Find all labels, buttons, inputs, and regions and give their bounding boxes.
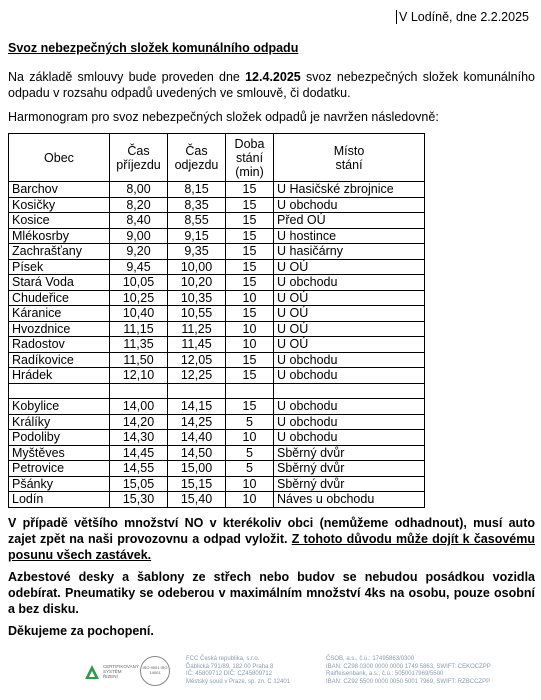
cell-departure: 8,35 (168, 197, 226, 213)
cell-duration: 10 (226, 476, 274, 492)
company-line: FCC Česká republika, s.r.o. (186, 656, 260, 662)
cell-duration: 10 (226, 492, 274, 508)
note-capacity (8, 515, 535, 563)
cell-place: Náves u obchodu (274, 492, 425, 508)
cell-departure: 14,50 (168, 445, 226, 461)
cell-departure: 11,45 (168, 337, 226, 353)
table-row (9, 352, 425, 368)
cell-duration: 15 (226, 182, 274, 198)
cell-obec: Podoliby (9, 430, 110, 446)
note-thanks: Děkujeme za pochopení. (8, 624, 154, 638)
note-capacity-text: V případě většího množství NO v kterékoliv obci (nemůžeme odhadnout), musí auto zajet zpět na naši provozovnu a odpad vyložit. (8, 516, 535, 546)
cell-place: U OÚ (274, 337, 425, 353)
table-row (9, 228, 425, 244)
cell-arrival: 9,00 (110, 228, 168, 244)
cell-departure: 12,05 (168, 352, 226, 368)
cell-duration: 15 (226, 197, 274, 213)
cell-duration: 15 (226, 306, 274, 322)
table-row (9, 197, 425, 213)
cell-departure: 10,20 (168, 275, 226, 291)
cell-departure (168, 383, 226, 399)
schedule-intro: Harmonogram pro svoz nebezpečných složek odpadů je navržen následovně: (8, 110, 439, 124)
cell-duration: 5 (226, 445, 274, 461)
date-line (396, 10, 529, 24)
cell-obec: Stará Voda (9, 275, 110, 291)
table-row (9, 368, 425, 384)
cell-arrival: 12,10 (110, 368, 168, 384)
cell-arrival: 9,20 (110, 244, 168, 260)
cell-place: U hasičárny (274, 244, 425, 260)
cell-obec: Barchov (9, 182, 110, 198)
cell-place: U obchodu (274, 352, 425, 368)
schedule-table (8, 133, 425, 508)
header-duration: Doba stání (min) (226, 134, 274, 182)
cell-departure: 9,35 (168, 244, 226, 260)
footer (0, 650, 527, 694)
table-row (9, 275, 425, 291)
cell-departure: 11,25 (168, 321, 226, 337)
cell-obec: Kosičky (9, 197, 110, 213)
header-departure: Čas odjezdu (168, 134, 226, 182)
cell-obec: Radíkovice (9, 352, 110, 368)
cell-duration: 5 (226, 461, 274, 477)
cell-duration: 10 (226, 430, 274, 446)
cell-obec: Kosice (9, 213, 110, 229)
cell-arrival: 8,20 (110, 197, 168, 213)
cell-place: Sběrný dvůr (274, 476, 425, 492)
cell-arrival: 14,45 (110, 445, 168, 461)
cell-arrival: 11,50 (110, 352, 168, 368)
cell-departure: 12,25 (168, 368, 226, 384)
cell-place: U obchodu (274, 368, 425, 384)
cell-duration: 15 (226, 399, 274, 415)
date-line-text: V Lodíně, dne 2.2.2025 (399, 10, 529, 24)
note-capacity-underlined: Z tohoto důvodu může dojít k časovému posunu všech zastávek. (8, 532, 535, 562)
table-row (9, 476, 425, 492)
table-row (9, 244, 425, 260)
cell-duration: 10 (226, 337, 274, 353)
table-row (9, 430, 425, 446)
cell-duration: 5 (226, 414, 274, 430)
cell-departure: 15,15 (168, 476, 226, 492)
intro-after: svoz nebezpečných složek komunálního odpadu v rozsahu odpadů uvedených ve smlouvě, či dodatku. (8, 70, 535, 100)
table-row (9, 337, 425, 353)
cell-duration: 15 (226, 259, 274, 275)
cell-arrival: 14,00 (110, 399, 168, 415)
note-asbestos: Azbestové desky a šablony ze střech nebo budov se nebudou posádkou vozidla odebírat. Pneumatiky se odeberou v maximálním množství 4ks na osobu, pouze osobní a bez disku. (8, 570, 535, 616)
table-row (9, 461, 425, 477)
cell-departure: 10,00 (168, 259, 226, 275)
cell-obec: Hvozdnice (9, 321, 110, 337)
cell-obec: Písek (9, 259, 110, 275)
company-line: Ďáblická 791/89, 182 00 Praha 8 (186, 663, 274, 670)
table-row (9, 383, 425, 399)
certification-logo-text: CERTIFIKOVANÝ SYSTÉM ŘÍZENÍ (103, 664, 139, 679)
cell-place: Sběrný dvůr (274, 445, 425, 461)
cell-duration: 15 (226, 213, 274, 229)
cell-arrival: 14,20 (110, 414, 168, 430)
table-row (9, 290, 425, 306)
cell-departure: 15,40 (168, 492, 226, 508)
cell-place: U Hasičské zbrojnice (274, 182, 425, 198)
cell-arrival: 8,00 (110, 182, 168, 198)
cell-departure: 8,55 (168, 213, 226, 229)
bank-info (326, 656, 491, 686)
cell-arrival: 15,05 (110, 476, 168, 492)
header-place: Místo stání (274, 134, 425, 182)
company-info (186, 656, 290, 686)
table-row (9, 492, 425, 508)
bank-line: Raiffeisenbank, a.s., č.ú.: 5050017969/5500 (326, 671, 444, 677)
cell-departure: 9,15 (168, 228, 226, 244)
cell-arrival: 11,35 (110, 337, 168, 353)
header-arrival: Čas příjezdu (110, 134, 168, 182)
cell-obec: Mlékosrby (9, 228, 110, 244)
cell-place: U obchodu (274, 275, 425, 291)
table-row (9, 306, 425, 322)
cell-arrival: 14,30 (110, 430, 168, 446)
cell-departure: 8,15 (168, 182, 226, 198)
table-row (9, 213, 425, 229)
cell-place (274, 383, 425, 399)
bank-line: ČSOB, a.s., č.ú.: 17495863/0300 (326, 656, 415, 662)
bank-line: IBAN: CZ92 5500 0000 0050 5001 7969, SWIFT: RZBCCZPP (326, 678, 491, 685)
cell-place: U hostince (274, 228, 425, 244)
cell-arrival: 10,05 (110, 275, 168, 291)
cell-departure: 10,55 (168, 306, 226, 322)
table-row (9, 321, 425, 337)
cell-obec: Petrovice (9, 461, 110, 477)
cell-obec: Radostov (9, 337, 110, 353)
table-row (9, 445, 425, 461)
cell-duration: 15 (226, 228, 274, 244)
cell-arrival: 9,45 (110, 259, 168, 275)
iso-seal-icon: ISO 9001 ISO 14001 (140, 656, 170, 686)
table-row (9, 399, 425, 415)
cell-arrival: 14,55 (110, 461, 168, 477)
header-obec: Obec (9, 134, 110, 182)
company-line: Městský soud v Praze, sp. zn. C 12401 (186, 678, 291, 685)
cell-departure: 14,15 (168, 399, 226, 415)
cell-obec: Káranice (9, 306, 110, 322)
cell-place: U obchodu (274, 197, 425, 213)
cell-duration (226, 383, 274, 399)
table-header-row (9, 134, 425, 182)
cell-arrival: 10,40 (110, 306, 168, 322)
cell-departure: 14,40 (168, 430, 226, 446)
cell-obec: Myštěves (9, 445, 110, 461)
cell-obec: Lodín (9, 492, 110, 508)
intro-date: 12.4.2025 (245, 70, 301, 84)
cell-obec: Pšánky (9, 476, 110, 492)
cell-obec (9, 383, 110, 399)
cell-obec: Zachrašťany (9, 244, 110, 260)
cell-place: U OÚ (274, 321, 425, 337)
cell-departure: 14,25 (168, 414, 226, 430)
cell-arrival: 8,40 (110, 213, 168, 229)
company-line: IČ: 45809712 DIČ: CZ45809712 (186, 671, 273, 677)
cell-place: U obchodu (274, 414, 425, 430)
table-row (9, 182, 425, 198)
cell-duration: 10 (226, 321, 274, 337)
cell-place: U OÚ (274, 290, 425, 306)
cell-departure: 15,00 (168, 461, 226, 477)
table-body (9, 182, 425, 508)
table-row (9, 414, 425, 430)
cell-arrival: 11,15 (110, 321, 168, 337)
cell-departure: 10,35 (168, 290, 226, 306)
cell-duration: 15 (226, 244, 274, 260)
cell-arrival (110, 383, 168, 399)
notes (8, 515, 535, 645)
cell-place: U OÚ (274, 306, 425, 322)
cell-place: U obchodu (274, 399, 425, 415)
cell-arrival: 10,25 (110, 290, 168, 306)
certification-logo-icon (84, 664, 100, 680)
cell-place: Sběrný dvůr (274, 461, 425, 477)
intro-paragraph (8, 69, 535, 101)
cell-place: Před OÚ (274, 213, 425, 229)
cell-duration: 15 (226, 368, 274, 384)
table-row (9, 259, 425, 275)
cell-duration: 15 (226, 275, 274, 291)
cell-place: U OÚ (274, 259, 425, 275)
cell-obec: Kobylice (9, 399, 110, 415)
intro-before: Na základě smlouvy bude proveden dne (8, 70, 246, 84)
document-title: Svoz nebezpečných složek komunálního odpadu (8, 41, 299, 55)
cell-obec: Chudeřice (9, 290, 110, 306)
cell-arrival: 15,30 (110, 492, 168, 508)
cell-place: U obchodu (274, 430, 425, 446)
cell-duration: 10 (226, 290, 274, 306)
cell-obec: Hrádek (9, 368, 110, 384)
cell-duration: 15 (226, 352, 274, 368)
bank-line: IBAN: CZ98 0300 0000 0000 1749 5863, SWIFT: CEKOCZPP (326, 663, 491, 670)
cell-obec: Králíky (9, 414, 110, 430)
